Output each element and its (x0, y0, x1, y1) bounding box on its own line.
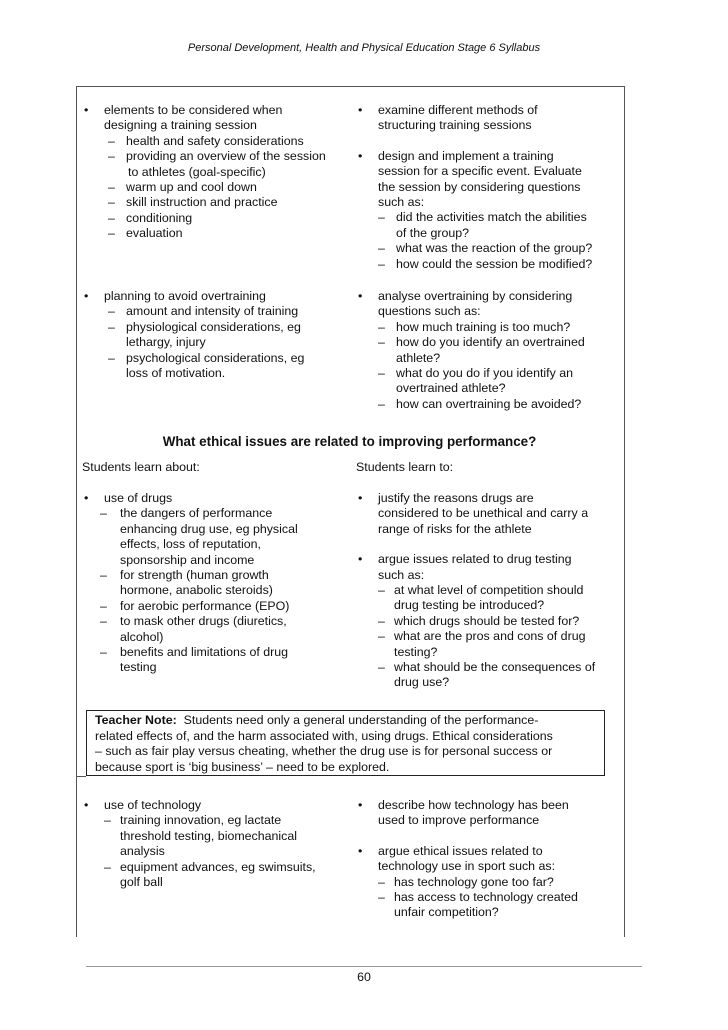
sub-item-cont: drug testing be introduced? (394, 598, 545, 613)
sub-item: conditioning (126, 210, 193, 225)
section3-right-column (356, 491, 618, 691)
bullet-text-cont: technology use in sport such as: (378, 859, 556, 874)
section4-left-column (82, 798, 344, 890)
bullet-text: analyse overtraining by considering (378, 289, 573, 303)
dash-marker: – (378, 210, 385, 225)
footer-rule (86, 966, 642, 967)
teacher-note-text: related effects of, and the harm associated with, using drugs. Ethical considerations (95, 728, 553, 743)
sub-item: providing an overview of the session (126, 149, 326, 164)
sub-item: amount and intensity of training (126, 304, 299, 319)
sub-item: health and safety considerations (126, 133, 304, 148)
sub-item: how do you identify an overtrained (396, 335, 585, 350)
bullet-marker: • (358, 491, 363, 505)
dash-marker: – (108, 195, 115, 210)
bullet-marker: • (84, 798, 89, 812)
teacher-note-box (86, 710, 605, 776)
bullet-text-cont: range of risks for the athlete (378, 521, 532, 536)
sub-item-cont: overtrained athlete? (396, 381, 506, 396)
dash-marker: – (108, 210, 115, 225)
bullet-text-cont: considered to be unethical and carry a (378, 506, 589, 521)
bullet-text-cont: used to improve performance (378, 813, 540, 828)
sub-item: which drugs should be tested for? (394, 613, 580, 628)
teacher-note-text: because sport is ‘big business’ – need to be explored. (95, 759, 390, 774)
bullet-text: examine different methods of (378, 103, 538, 117)
sub-item: skill instruction and practice (126, 195, 278, 210)
sub-item: to mask other drugs (diuretics, (120, 614, 287, 629)
sub-item: has technology gone too far? (394, 874, 554, 889)
dash-marker: – (100, 568, 107, 583)
dash-marker: – (100, 506, 107, 521)
sub-item: did the activities match the abilities (396, 210, 587, 225)
sub-item: how much training is too much? (396, 319, 571, 334)
bullet-text: design and implement a training (378, 148, 554, 163)
section1-right-column (356, 103, 618, 272)
bullet-text-cont: such as: (378, 195, 425, 210)
dash-marker: – (108, 319, 115, 334)
sub-item: for aerobic performance (EPO) (120, 598, 290, 613)
bullet-text-cont: the session by considering questions (378, 179, 581, 194)
bullet-text: elements to be considered when (104, 103, 283, 117)
sub-item-cont: unfair competition? (394, 905, 499, 920)
bullet-text-cont: designing a training session (104, 118, 257, 133)
sub-item: equipment advances, eg swimsuits, (120, 859, 316, 874)
dash-marker: – (378, 629, 385, 644)
dash-marker: – (104, 859, 111, 874)
sub-item-cont: alcohol) (120, 629, 164, 644)
page-number: 60 (357, 970, 371, 984)
sub-item: how can overtraining be avoided? (396, 396, 582, 411)
dash-marker: – (104, 813, 111, 828)
bullet-text: describe how technology has been (378, 798, 569, 812)
bullet-marker: • (358, 798, 363, 812)
dash-marker: – (108, 226, 115, 241)
teacher-note-text: – such as fair play versus cheating, whether the drug use is for personal success or (95, 744, 553, 759)
teacher-note-label: Teacher Note: (95, 713, 177, 727)
sub-item-cont: testing (120, 660, 157, 675)
dash-marker: – (108, 304, 115, 319)
sub-item: at what level of competition should (394, 583, 584, 598)
sub-item: warm up and cool down (126, 180, 257, 195)
sub-item-cont: hormone, anabolic steroids) (120, 583, 273, 598)
sub-item: how could the session be modified? (396, 256, 593, 271)
bullet-marker: • (358, 843, 363, 858)
dash-marker: – (100, 645, 107, 660)
dash-marker: – (378, 613, 385, 628)
dash-marker: – (378, 583, 385, 598)
bullet-marker: • (84, 491, 89, 505)
bullet-marker: • (84, 103, 89, 117)
dash-marker: – (108, 133, 115, 148)
section1-left-column (82, 103, 344, 242)
bullet-text: justify the reasons drugs are (378, 491, 534, 505)
sub-item-cont: athlete? (396, 350, 441, 365)
section2-left-column (82, 289, 344, 381)
sub-item-cont: drug use? (394, 675, 450, 690)
sub-item-cont: analysis (120, 844, 165, 859)
sub-item-cont: enhancing drug use, eg physical (120, 521, 298, 536)
sub-item-cont: loss of motivation. (126, 366, 226, 381)
dash-marker: – (378, 874, 385, 889)
sub-item: psychological considerations, eg (126, 350, 305, 365)
page-header: Personal Development, Health and Physical Education Stage 6 Syllabus (187, 42, 541, 54)
bullet-marker: • (358, 148, 363, 163)
bullet-marker: • (358, 289, 363, 303)
dash-marker: – (378, 241, 385, 256)
sub-item: what do you do if you identify an (396, 366, 574, 381)
bullet-text-cont: session for a specific event. Evaluate (378, 164, 582, 179)
dash-marker: – (378, 256, 385, 271)
sub-item: has access to technology created (394, 890, 578, 905)
sub-item: what are the pros and cons of drug (394, 629, 586, 644)
dash-marker: – (108, 180, 115, 195)
learn-to-label: Students learn to: (356, 460, 454, 474)
bullet-text-cont: structuring training sessions (378, 118, 532, 133)
bullet-text: use of technology (104, 798, 202, 812)
sub-item-cont: testing? (394, 644, 438, 659)
dash-marker: – (378, 890, 385, 905)
dash-marker: – (378, 660, 385, 675)
learn-about-label: Students learn about: (82, 460, 200, 474)
sub-item-cont: to athletes (goal-specific) (128, 164, 266, 179)
sub-item-cont: of the group? (396, 225, 470, 240)
sub-item-cont: lethargy, injury (126, 335, 206, 350)
dash-marker: – (108, 350, 115, 365)
sub-item: the dangers of performance (120, 506, 273, 521)
bullet-marker: • (358, 103, 363, 117)
dash-marker: – (378, 319, 385, 334)
bullet-text-cont: questions such as: (378, 304, 481, 319)
dash-marker: – (378, 396, 385, 411)
bullet-text: argue ethical issues related to (378, 843, 543, 858)
dash-marker: – (108, 149, 115, 164)
section4-right-column (356, 798, 618, 921)
sub-item: what was the reaction of the group? (396, 241, 593, 256)
sub-item-cont: effects, loss of reputation, (120, 537, 261, 552)
sub-item-cont: sponsorship and income (120, 552, 255, 567)
section3-left-column (82, 491, 344, 676)
sub-item: training innovation, eg lactate (120, 813, 282, 828)
bullet-text: argue issues related to drug testing (378, 552, 572, 567)
bullet-marker: • (84, 289, 89, 303)
row-divider (76, 776, 86, 777)
bullet-text: use of drugs (104, 491, 173, 505)
section2-right-column (356, 289, 618, 412)
bullet-marker: • (358, 552, 363, 567)
sub-item: benefits and limitations of drug (120, 645, 289, 660)
bullet-text-cont: such as: (378, 567, 425, 582)
sub-item-cont: threshold testing, biomechanical (120, 828, 298, 843)
sub-item: for strength (human growth (120, 568, 269, 583)
sub-item: what should be the consequences of (394, 660, 596, 675)
bullet-text: planning to avoid overtraining (104, 289, 266, 303)
dash-marker: – (100, 598, 107, 613)
section-heading: What ethical issues are related to improving performance? (162, 434, 537, 449)
dash-marker: – (378, 366, 385, 381)
sub-item-cont: golf ball (120, 875, 163, 890)
teacher-note-text: Students need only a general understanding of the performance- (183, 713, 539, 727)
dash-marker: – (378, 335, 385, 350)
sub-item: evaluation (126, 226, 183, 241)
dash-marker: – (100, 614, 107, 629)
sub-item: physiological considerations, eg (126, 319, 301, 334)
